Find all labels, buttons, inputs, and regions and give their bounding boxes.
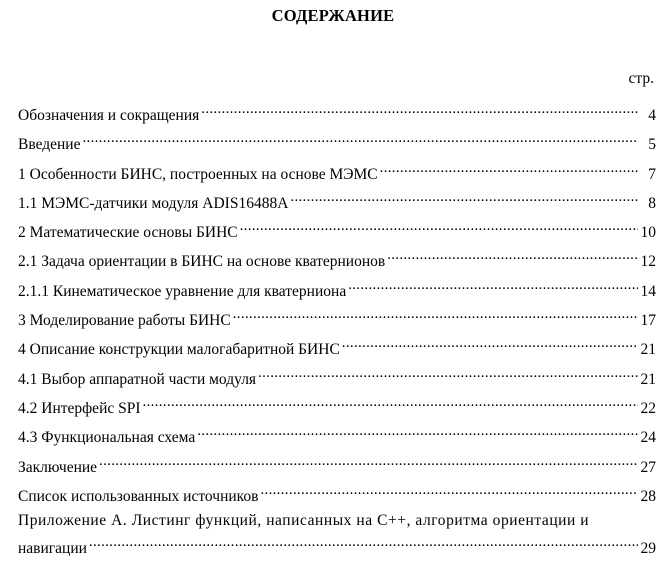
toc-leader-dots [99,454,638,472]
toc-leader-dots [290,190,638,208]
toc-entry-text: Список использованных источников [18,487,259,505]
toc-entry-page: 8 [648,194,656,212]
toc-entry-appendix[interactable] [18,512,656,558]
toc-leader-dots [201,102,638,120]
toc-entry-page: 24 [640,429,656,447]
toc-leader-dots [342,336,638,354]
toc-entry-page: 10 [640,224,656,242]
toc-entry[interactable] [18,454,656,483]
toc-entry-page: 17 [640,312,656,330]
toc-entry-page: 12 [640,253,656,271]
toc-entry-text: 1 Особенности БИНС, построенных на основе МЭМС [18,165,378,183]
toc-entry-text: 2.1.1 Кинематическое уравнение для кватерниона [18,282,347,300]
toc-entry-text-line1: Приложение А. Листинг функций, написанных на С++, алгоритма ориентации и [18,512,590,530]
toc-entry[interactable] [18,424,656,453]
toc-entry[interactable] [18,307,656,336]
toc-entry-text: Обозначения и сокращения [18,107,200,124]
toc-entry[interactable] [18,483,656,512]
toc-leader-dots [258,366,638,384]
toc-leader-dots [380,161,638,179]
toc-leader-dots [197,424,638,442]
toc-entry-page: 5 [648,136,656,154]
toc-entry[interactable] [18,248,656,277]
toc-entry-page: 21 [640,341,656,359]
toc-entry-page: 7 [648,165,656,183]
page-column-label: стр. [628,70,654,87]
toc-entry-text: 2 Математические основы БИНС [18,224,238,242]
toc-entry-text: 4 Описание конструкции малогабаритной БИНС [18,341,340,359]
toc-entry-page: 27 [640,458,656,476]
toc-entry-text: 4.3 Функциональная схема [18,429,196,447]
toc-entry[interactable] [18,190,656,219]
toc-entry-text: 1.1 МЭМС-датчики модуля ADIS16488A [18,194,289,212]
toc-entry[interactable] [18,278,656,307]
toc-entry-text: Заключение [18,458,98,476]
toc-entry[interactable] [18,395,656,424]
toc-entry-page: 29 [640,540,656,558]
toc-entry-text: 4.2 Интерфейс SPI [18,399,141,417]
toc-leader-dots [143,395,638,413]
toc-leader-dots [89,535,638,553]
toc-leader-dots [260,483,638,501]
toc-leader-dots [82,131,638,149]
page-title: СОДЕРЖАНИЕ [271,6,395,25]
toc-entry-page: 14 [640,282,656,300]
toc-entry[interactable] [18,366,656,395]
toc-entry[interactable] [18,336,656,365]
toc-leader-dots [233,307,638,325]
toc-entry-page: 21 [640,370,656,388]
toc-leader-dots [348,278,638,296]
toc-entry[interactable] [18,131,656,160]
toc-entry-text: 2.1 Задача ориентации в БИНС на основе кватернионов [18,253,386,271]
toc-entry-page: 4 [648,107,656,124]
table-of-contents [18,102,656,558]
toc-entry[interactable] [18,102,656,131]
toc-entry-page: 22 [640,399,656,417]
toc-leader-dots [240,219,638,237]
toc-entry-text: Введение [18,136,81,154]
toc-entry[interactable] [18,219,656,248]
toc-entry-text: 4.1 Выбор аппаратной части модуля [18,370,257,388]
toc-entry-page: 28 [640,487,656,505]
toc-leader-dots [387,248,638,266]
toc-entry-text-line2: навигации [18,540,87,558]
toc-entry-text: 3 Моделирование работы БИНС [18,312,231,330]
toc-entry[interactable] [18,161,656,190]
